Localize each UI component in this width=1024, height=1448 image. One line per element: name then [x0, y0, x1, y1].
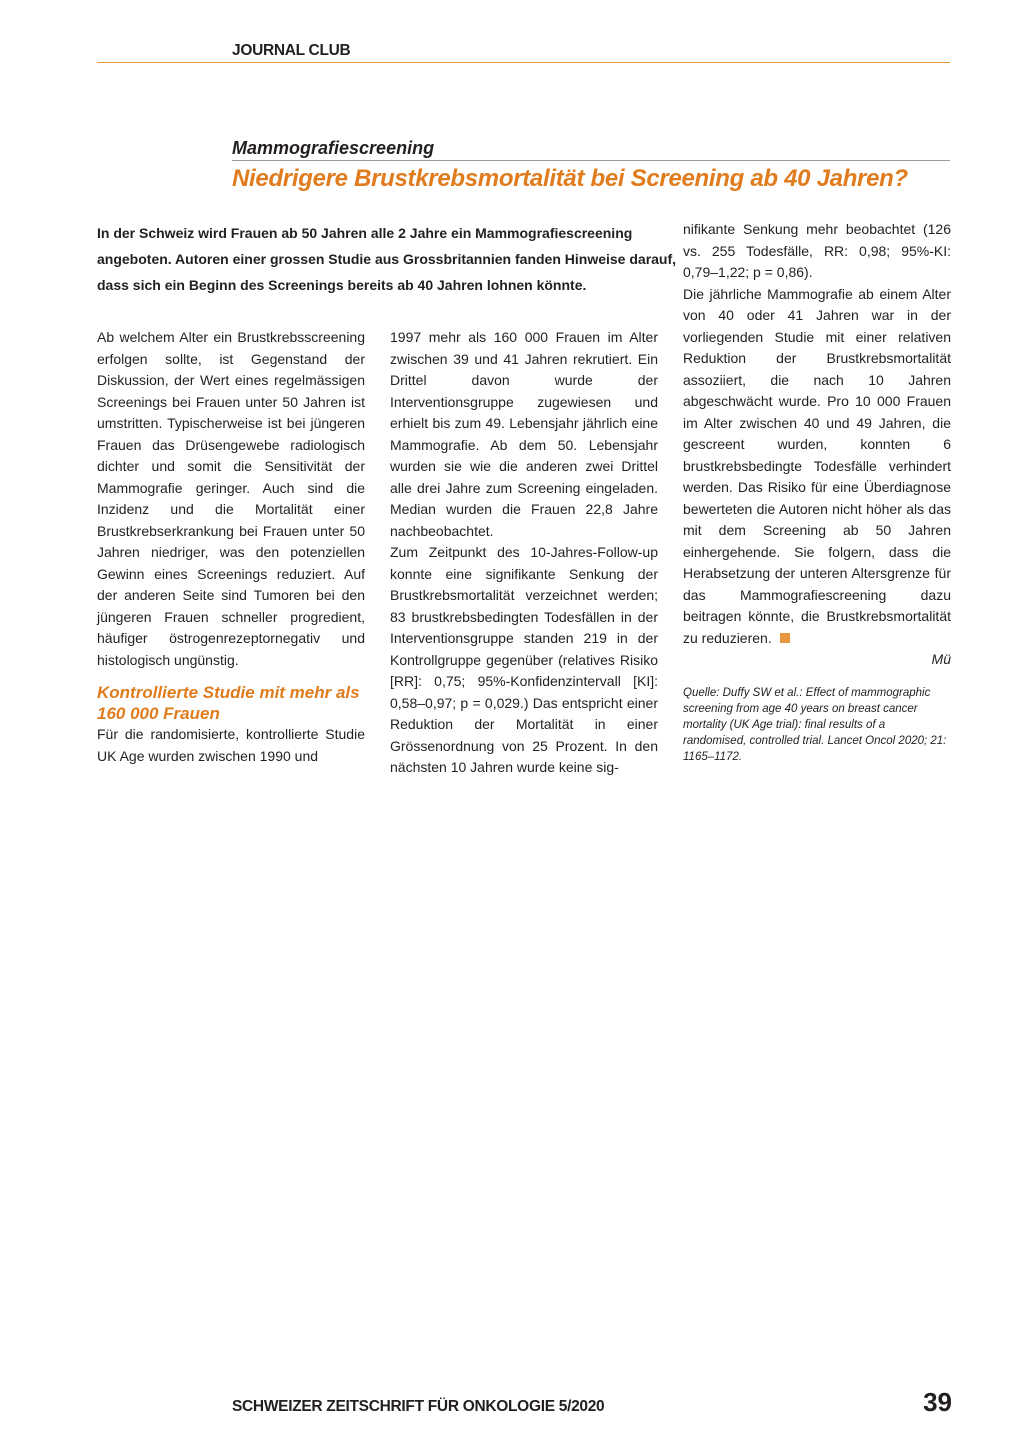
paragraph: 1997 mehr als 160 000 Frauen im Alter zwischen 39 und 41 Jahren rekrutiert. Ein Drittel davon wurde der Interventionsgruppe zugewiesen und erhielt bis zum 49. Lebensjahr jährlich eine Mammografie. Ab dem 50. Lebensjahr wurden sie wie die anderen zwei Drittel alle drei Jahre zum Screening eingeladen. Median wurden die Frauen 22,8 Jahre nachbeobachtet.: [390, 329, 658, 539]
paragraph: Für die randomisierte, kontrollierte Studie UK Age wurden zwischen 1990 und: [97, 726, 365, 764]
title-divider: [232, 160, 950, 161]
paragraph: Zum Zeitpunkt des 10-Jahres-Follow-up konnte eine signifikante Senkung der Brustkrebsmortalität verzeichnet werden; 83 brustkrebsbedingten Todesfällen in der Interventionsgruppe standen 219 in der Kontrollgruppe gegenüber (relatives Risiko [RR]: 0,75; 95%-Konfidenzintervall [KI]: 0,58–0,97; p = 0,029.) Das entspricht einer Reduktion der Mortalität in einer Grössenordnung von 25 Prozent. In den nächsten 10 Jahren wurde keine sig-: [390, 544, 658, 775]
paragraph-text: Die jährliche Mammografie ab einem Alter von 40 oder 41 Jahren war in der vorliegenden Studie mit einer relativen Reduktion der Brustkrebsmortalität assoziiert, die nach 10 Jahren abgeschwächt wurde. Pro 10 000 Frauen im Alter zwischen 40 und 49 Jahren, die gescreent wurden, konnten 6 brustkrebsbedingte Todesfälle verhindert werden. Das Risiko für eine Überdiagnose bewerteten die Autoren nicht höher als das mit dem Screening ab 50 Jahren einhergehende. Sie folgern, dass die Herabsetzung der unteren Altersgrenze für das Mammografiescreening dazu beitragen könnte, die Brustkrebsmortalität zu reduzieren.: [683, 285, 951, 646]
text-column-1: [97, 327, 365, 767]
page-number: 39: [923, 1387, 952, 1417]
section-label: JOURNAL CLUB: [232, 42, 351, 59]
text-column-3: [683, 219, 951, 765]
source-citation: Quelle: Duffy SW et al.: Effect of mammographic screening from age 40 years on breast cancer mortality (UK Age trial): final results of a randomised, controlled trial. Lancet Oncol 2020; 21: 1165–1172.: [683, 686, 947, 763]
paragraph: nifikante Senkung mehr beobachtet (126 vs. 255 Todesfälle, RR: 0,98; 95%-KI: 0,79–1,22; p = 0,86).: [683, 221, 951, 280]
paragraph: Ab welchem Alter ein Brustkrebsscreening erfolgen sollte, ist Gegenstand der Diskussion, der Wert eines regelmässigen Screenings bei Frauen unter 50 Jahren ist umstritten. Typischerweise ist bei jüngeren Frauen das Drüsengewebe radiologisch dichter und somit die Sensitivität der Mammografie geringer. Auch sind die Inzidenz und die Mortalität einer Brustkrebserkrankung bei Frauen unter 50 Jahren niedriger, was den potenziellen Gewinn eines Screenings reduziert. Auf der anderen Seite sind Tumoren bei den jüngeren Frauen schneller progredient, häufiger östrogenrezeptornegativ und histologisch ungünstig.: [97, 329, 365, 668]
footer-journal-name: SCHWEIZER ZEITSCHRIFT FÜR ONKOLOGIE 5/2020: [232, 1398, 605, 1415]
article-kicker: Mammografiescreening: [232, 138, 435, 158]
section-subheading: Kontrollierte Studie mit mehr als 160 000 Frauen: [97, 683, 360, 723]
header-divider: [97, 62, 950, 63]
paragraph: [683, 284, 951, 650]
article-lead: In der Schweiz wird Frauen ab 50 Jahren alle 2 Jahre ein Mammografiescreening angeboten. Autoren einer grossen Studie aus Grossbritannien fanden Hinweise darauf, dass sich ein Beginn des Screenings bereits ab 40 Jahren lohnen könnte.: [97, 225, 677, 293]
article-title: Niedrigere Brustkrebsmortalität bei Screening ab 40 Jahren?: [232, 165, 908, 192]
text-column-2: [390, 327, 658, 779]
author-initials: Mü: [931, 651, 951, 667]
end-of-article-icon: [780, 633, 790, 643]
